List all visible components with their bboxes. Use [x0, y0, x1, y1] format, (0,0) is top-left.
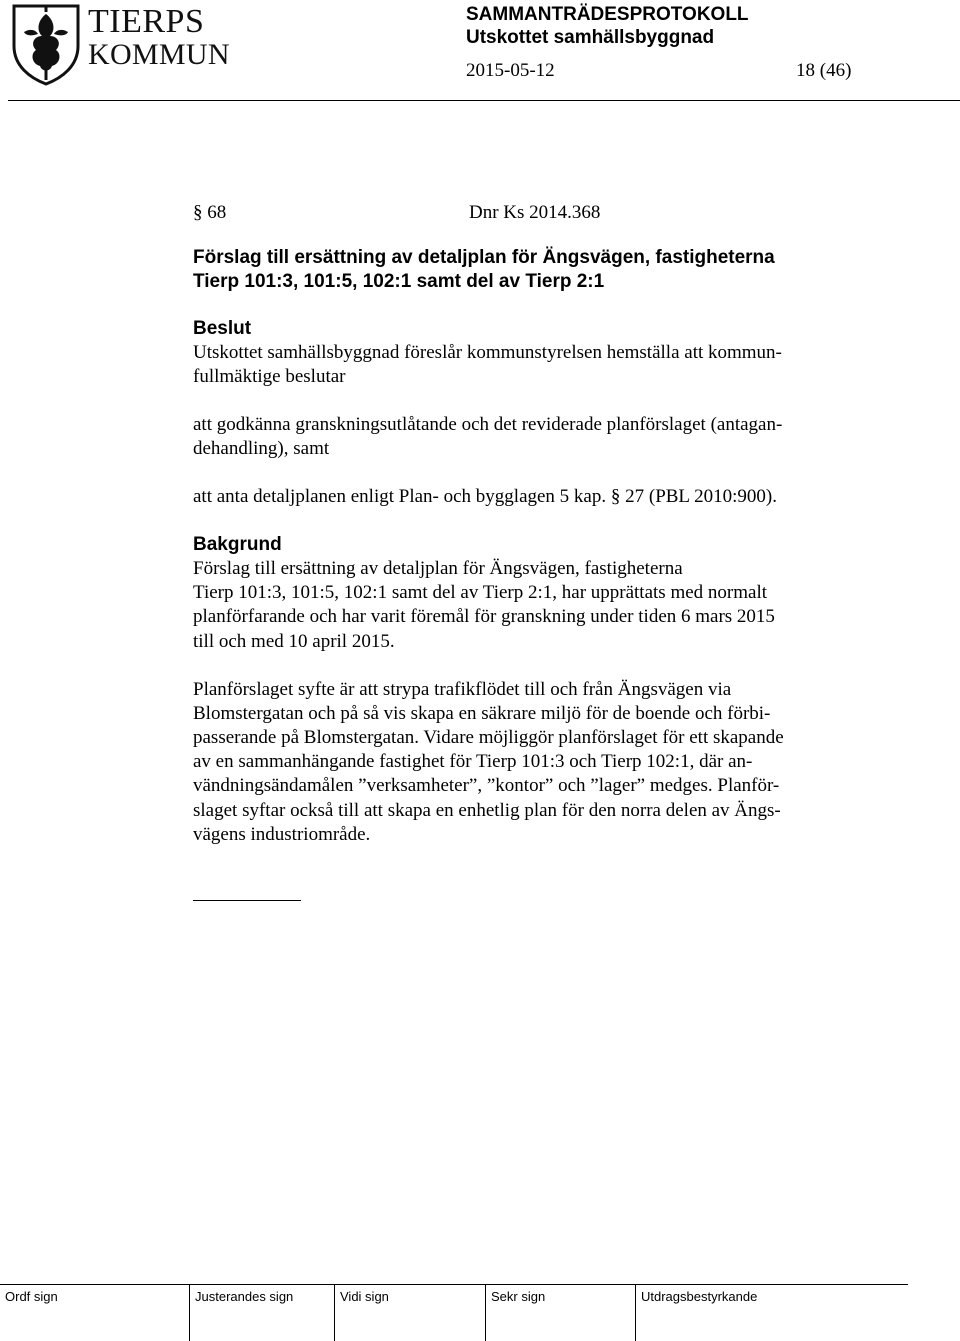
bakgrund-text-line: Förslag till ersättning av detaljplan för Ängsvägen, fastigheterna	[193, 557, 683, 579]
end-of-section-rule	[193, 900, 301, 901]
ordf-sign-box	[0, 1284, 153, 1341]
vidi-sign-box	[334, 1284, 485, 1341]
org-name: TIERPS	[88, 3, 205, 40]
bakgrund-text-line: av en sammanhängande fastighet för Tierp 101:3 och Tierp 102:1, där an-	[193, 751, 753, 773]
section-title	[193, 246, 863, 293]
bakgrund-heading: Bakgrund	[193, 534, 282, 556]
bakgrund-text-line: Blomstergatan och på så vis skapa en säkrare miljö för de boende och förbi-	[193, 702, 771, 724]
beslut-item-line: att anta detaljplanen enligt Plan- och bygglagen 5 kap. § 27 (PBL 2010:900).	[193, 486, 777, 508]
beslut-item-line: att godkänna granskningsutlåtande och det reviderade planförslaget (antagan-	[193, 413, 783, 435]
bakgrund-text-line: passerande på Blomstergatan. Vidare möjliggör planförslaget för ett skapande	[193, 727, 784, 749]
section-number: § 68	[193, 202, 227, 223]
tierps-kommun-logo	[10, 2, 230, 86]
meeting-date: 2015-05-12	[466, 60, 555, 81]
section-title-line: Förslag till ersättning av detaljplan för Ängsvägen, fastigheterna	[193, 247, 775, 268]
utdragsbestyrkande-label: Utdragsbestyrkande	[641, 1289, 758, 1304]
utdragsbestyrkande-box	[635, 1284, 908, 1341]
bakgrund-text-line: Planförslaget syfte är att strypa trafikflödet till och från Ängsvägen via	[193, 678, 732, 700]
header-divider	[8, 100, 960, 101]
committee-name: Utskottet samhällsbyggnad	[466, 27, 715, 48]
bakgrund-text-line: planförfarande och har varit föremål för granskning under tiden 6 mars 2015	[193, 606, 775, 628]
sekr-sign-box	[485, 1284, 635, 1341]
sekr-sign-label: Sekr sign	[491, 1289, 546, 1304]
bakgrund-text-line: till och med 10 april 2015.	[193, 630, 395, 652]
beslut-heading: Beslut	[193, 318, 252, 339]
section-title-line: Tierp 101:3, 101:5, 102:1 samt del av Tierp 2:1	[193, 270, 605, 292]
bakgrund-text-line: slaget syftar också till att skapa en enhetlig plan för den norra delen av Ängs-	[193, 799, 781, 821]
beslut-text-line: Utskottet samhällsbyggnad föreslår kommunstyrelsen hemställa att kommun-	[193, 341, 782, 363]
bakgrund-text-line: vändningsändamålen ”verksamheter”, ”kontor” och ”lager” medges. Planför-	[193, 775, 780, 797]
justerandes-sign-box	[189, 1284, 334, 1341]
justerandes-sign-label: Justerandes sign	[195, 1289, 294, 1304]
section-header	[193, 202, 863, 230]
page-number: 18 (46)	[796, 60, 852, 81]
beslut-item-line: dehandling), samt	[193, 438, 330, 460]
protocol-body	[193, 202, 863, 847]
vidi-sign-label: Vidi sign	[340, 1289, 389, 1304]
diary-number: Dnr Ks 2014.368	[469, 202, 601, 223]
beslut-text-line: fullmäktige beslutar	[193, 365, 346, 387]
coat-of-arms-icon	[10, 2, 82, 86]
document-title: SAMMANTRÄDESPROTOKOLL	[466, 4, 749, 25]
bakgrund-text-line: vägens industriområde.	[193, 823, 371, 845]
ordf-sign-label: Ordf sign	[5, 1289, 58, 1304]
org-sub: KOMMUN	[88, 38, 230, 71]
signature-footer	[0, 1284, 960, 1341]
bakgrund-text-line: Tierp 101:3, 101:5, 102:1 samt del av Tierp 2:1, har upprättats med normalt	[193, 582, 767, 604]
